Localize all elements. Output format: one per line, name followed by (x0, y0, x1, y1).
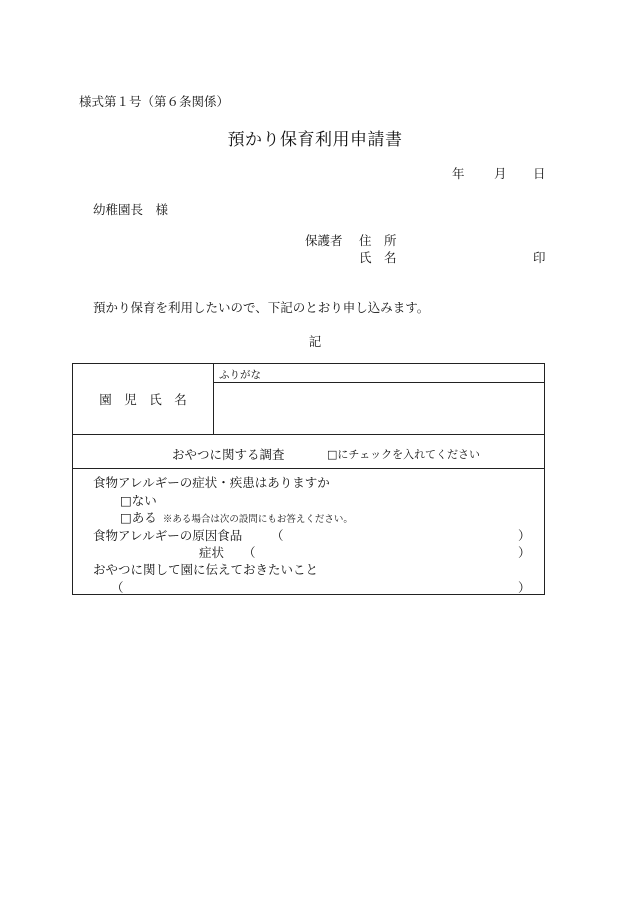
application-table (72, 363, 545, 595)
furigana-field[interactable]: ふりがな (213, 364, 544, 383)
symptom-label: 症状 (199, 545, 225, 560)
option-yes-row (120, 512, 353, 525)
child-name-field[interactable] (213, 383, 544, 434)
option-no-checkbox[interactable]: □ない (120, 493, 157, 508)
survey-instruction: □にチェックを入れてください (327, 448, 481, 461)
form-number: 様式第１号（第６条関係） (79, 94, 230, 109)
notes-question: おやつに関して園に伝えておきたいこと (93, 562, 319, 577)
cause-food-close-paren: ） (518, 528, 531, 543)
date-year-label: 年 (452, 166, 465, 181)
guardian-label: 保護者 (305, 233, 343, 248)
allergy-question: 食物アレルギーの症状・疾患はありますか (93, 475, 330, 490)
option-yes-note: ※ある場合は次の設問にもお答えください。 (162, 514, 353, 525)
guardian-name-label: 氏 名 (359, 250, 397, 265)
ki-heading: 記 (308, 334, 322, 349)
child-name-row (73, 364, 544, 435)
intro-text: 預かり保育を利用したいので、下記のとおり申し込みます。 (93, 300, 430, 315)
symptom-close-paren: ） (518, 545, 531, 560)
child-name-label: 園 児 氏 名 (73, 364, 214, 434)
notes-open-paren: （ (111, 580, 124, 595)
date-day-label: 日 (533, 166, 546, 181)
seal-mark: 印 (533, 250, 546, 265)
survey-title: おやつに関する調査 (172, 447, 285, 462)
cause-food-open-paren: （ (271, 528, 284, 543)
cause-food-label: 食物アレルギーの原因食品 (93, 528, 243, 543)
symptom-open-paren: （ (243, 545, 256, 560)
addressee: 幼稚園長 様 (93, 202, 169, 217)
document-title: 預かり保育利用申請書 (227, 130, 403, 150)
snack-survey-header (73, 434, 544, 469)
notes-close-paren: ） (518, 580, 531, 595)
option-yes-checkbox[interactable]: □ある (120, 510, 157, 525)
date-month-label: 月 (494, 166, 507, 181)
guardian-address-label: 住 所 (359, 233, 397, 248)
